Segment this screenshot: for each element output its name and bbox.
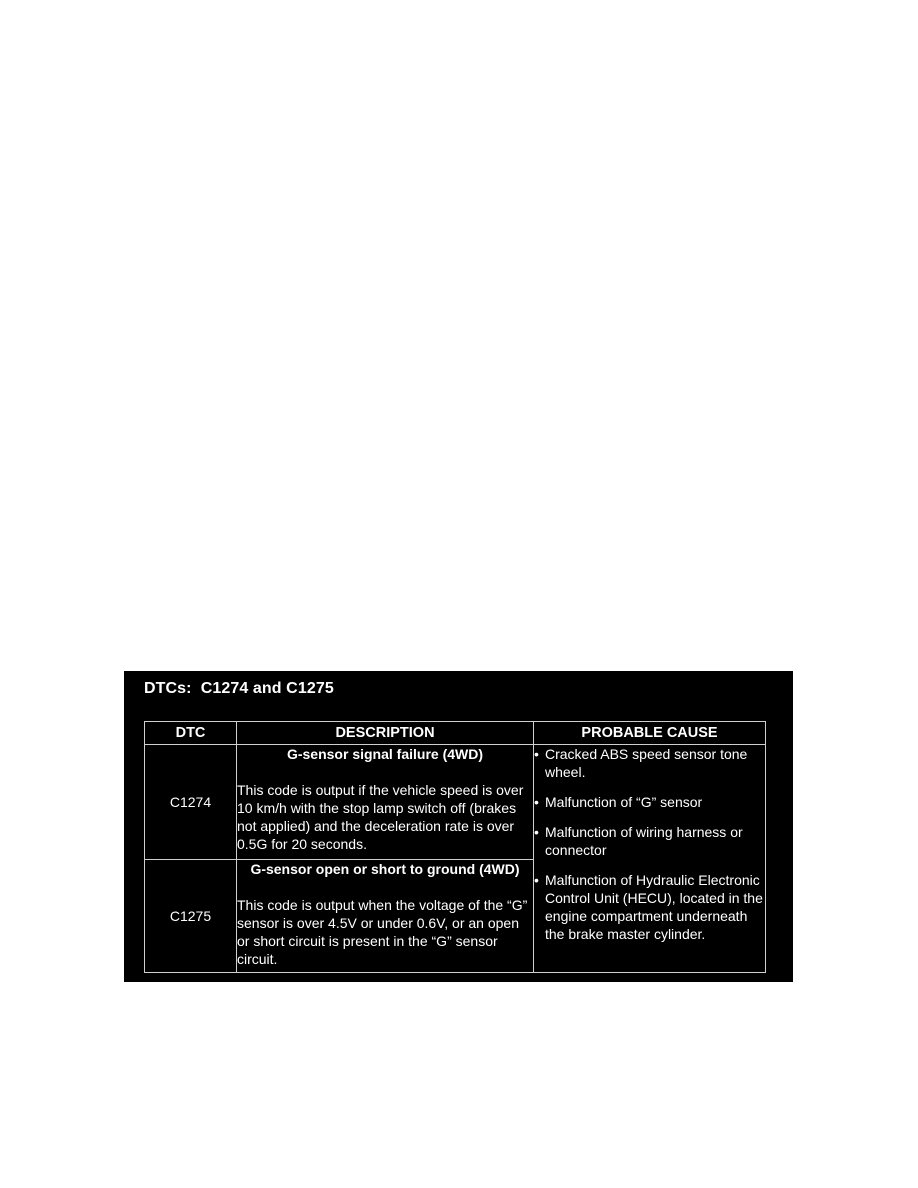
header-probable-cause: PROBABLE CAUSE (534, 722, 766, 745)
table-row (145, 745, 766, 860)
header-description: DESCRIPTION (237, 722, 534, 745)
bullet-icon: • (534, 872, 539, 888)
table-header-row (145, 722, 766, 745)
description-heading: G-sensor signal failure (4WD) (286, 746, 484, 762)
cause-text: Cracked ABS speed sensor tone wheel. (545, 746, 748, 780)
cause-text: Malfunction of Hydraulic Electronic Control Unit (HECU), located in the engine compartment underneath the brake master cylinder. (545, 872, 763, 942)
cause-text: Malfunction of “G” sensor (545, 794, 703, 810)
dtc-code: C1274 (145, 745, 237, 860)
cause-text: Malfunction of wiring harness or connector (545, 824, 743, 858)
dtc-code: C1275 (145, 860, 237, 973)
dtc-panel (124, 671, 793, 982)
cause-item (534, 871, 765, 943)
panel-title: DTCs: C1274 and C1275 (144, 680, 334, 697)
cause-item (534, 793, 765, 811)
dtc-table (144, 721, 766, 973)
cause-list (534, 745, 765, 943)
description-text: This code is output if the vehicle speed is over 10 km/h with the stop lamp switch off (brakes not applied) and the deceleration rate is over 0.5G for 20 seconds. (237, 782, 524, 852)
bullet-icon: • (534, 824, 539, 840)
bullet-icon: • (534, 794, 539, 810)
description-heading: G-sensor open or short to ground (4WD) (250, 861, 520, 877)
probable-cause-cell (534, 745, 766, 973)
description-cell (237, 860, 534, 973)
header-dtc: DTC (145, 722, 237, 745)
description-text: This code is output when the voltage of the “G” sensor is over 4.5V or under 0.6V, or an open or short circuit is present in the “G” sensor circuit. (237, 897, 528, 967)
description-cell (237, 745, 534, 860)
bullet-icon: • (534, 746, 539, 762)
cause-item (534, 823, 765, 859)
cause-item (534, 745, 765, 781)
